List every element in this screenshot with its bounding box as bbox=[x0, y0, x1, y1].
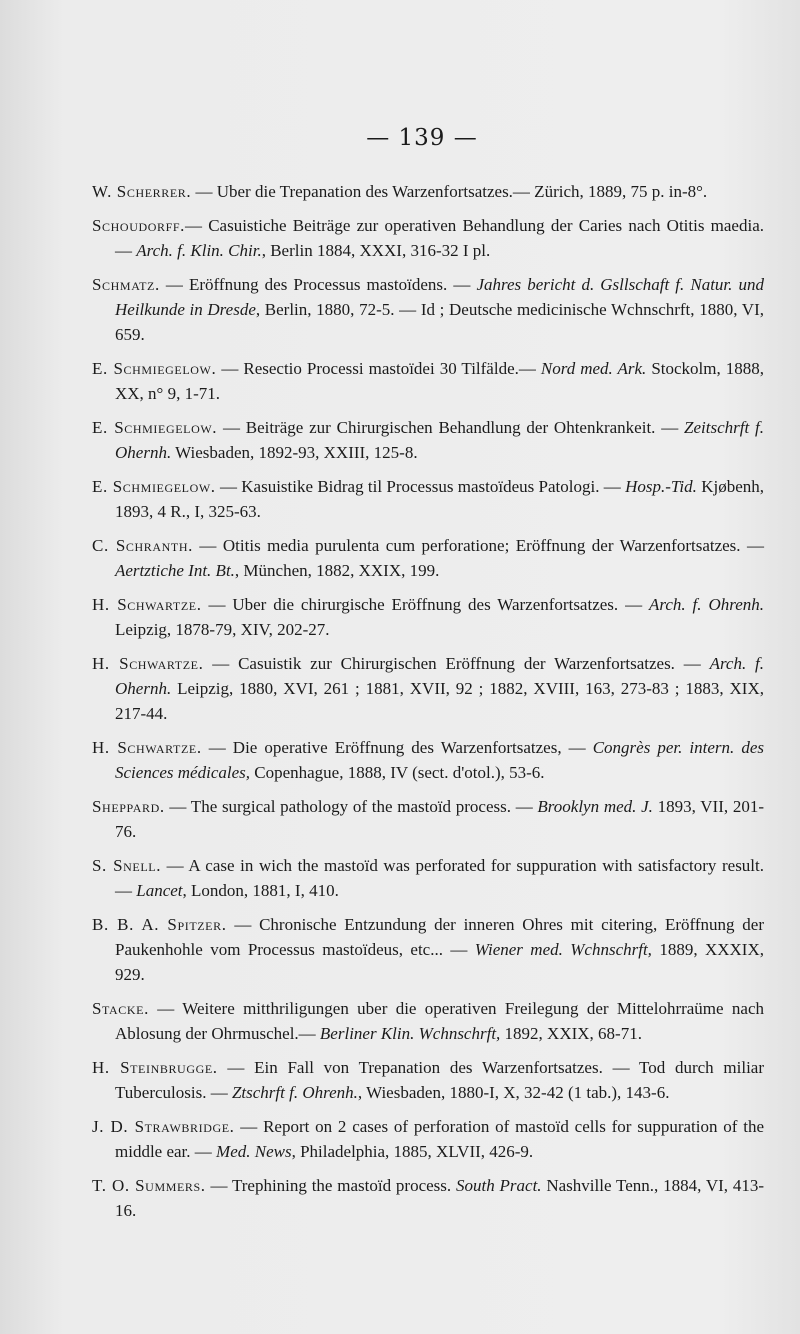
entry-journal: Arch. f. Ohernh. bbox=[115, 654, 765, 698]
entry-text: , München, 1882, XXIX, 199. bbox=[234, 561, 440, 580]
bibliography-entry bbox=[92, 1055, 764, 1105]
entry-author: Stacke. bbox=[92, 999, 149, 1018]
bibliography-entry bbox=[92, 996, 764, 1046]
page-number: — 139 — bbox=[366, 125, 478, 151]
entry-author: H. Steinbrugge. bbox=[92, 1058, 218, 1077]
entry-journal: Arch. f. Klin. Chir. bbox=[136, 241, 262, 260]
entry-journal: Ztschrft f. Ohrenh. bbox=[231, 1083, 358, 1102]
bibliography-entry bbox=[92, 533, 764, 583]
entry-text: — Report on 2 cases of perforation of mastoïd cells for suppuration of the middle ear. — bbox=[115, 1117, 765, 1161]
entry-author: Schmatz. bbox=[92, 275, 160, 294]
bibliography-entry bbox=[92, 912, 764, 987]
entry-text: Wiesbaden, 1892-93, XXIII, 125-8. bbox=[171, 443, 418, 462]
entry-text: — Uber die chirurgische Eröffnung des Warzenfortsatzes. — bbox=[201, 595, 649, 614]
entry-text: — Ein Fall von Trepanation des Warzenfortsatzes. — Tod durch miliar Tuberculosis. — bbox=[115, 1058, 764, 1102]
entry-text: — Resectio Processi mastoïdei 30 Tilfälde.— bbox=[216, 359, 541, 378]
entry-author: H. Schwartze. bbox=[92, 654, 204, 673]
bibliography-entry bbox=[92, 356, 764, 406]
entry-journal: Wiener med. Wchnschrft, bbox=[474, 940, 652, 959]
entry-text: — Otitis media purulenta cum perforatione; Eröffnung der Warzenfortsatzes. — bbox=[192, 536, 765, 555]
entry-text: 1893, VII, 201-76. bbox=[115, 797, 764, 841]
entry-text: — Trephining the mastoïd process. bbox=[205, 1176, 456, 1195]
entry-journal: Zeitschrft f. Ohernh. bbox=[115, 418, 764, 462]
entry-text: — Beiträge zur Chirurgischen Behandlung der Ohtenkrankeit. — bbox=[217, 418, 685, 437]
entry-text: — Die operative Eröffnung des Warzenfortsatzes, — bbox=[201, 738, 593, 757]
entry-journal: Lancet bbox=[136, 881, 183, 900]
entry-author: E. Schmiegelow. bbox=[92, 477, 216, 496]
entry-journal: Nord med. Ark. bbox=[540, 359, 647, 378]
entry-text: Copenhague, 1888, IV (sect. d'otol.), 53-6. bbox=[250, 763, 545, 782]
bibliography-entry bbox=[92, 735, 764, 785]
bibliography-entry bbox=[92, 1114, 764, 1164]
entry-journal: Arch. f. Ohrenh. bbox=[648, 595, 764, 614]
entry-author: E. Schmiegelow. bbox=[92, 359, 217, 378]
bibliography-entry bbox=[92, 1173, 764, 1223]
bibliography-entry bbox=[92, 272, 764, 347]
entry-author: W. Scherrer. bbox=[92, 182, 192, 201]
entry-journal: South Pract. bbox=[455, 1176, 542, 1195]
entry-text: — Eröffnung des Processus mastoïdens. — bbox=[159, 275, 477, 294]
entry-text: — Casuistiche Beiträge zur operativen Behandlung der Caries nach Otitis maedia. — bbox=[115, 216, 764, 260]
entry-text: Leipzig, 1878-79, XIV, 202-27. bbox=[115, 620, 330, 639]
bibliography-entry bbox=[92, 474, 764, 524]
entry-text: — The surgical pathology of the mastoïd process. — bbox=[164, 797, 538, 816]
entry-journal: Berliner Klin. Wchnschrft, bbox=[319, 1024, 501, 1043]
entry-author: Sheppard. bbox=[92, 797, 165, 816]
entry-author: J. D. Strawbridge. bbox=[92, 1117, 235, 1136]
bibliography-entry bbox=[92, 853, 764, 903]
entry-text: 1892, XXIX, 68-71. bbox=[500, 1024, 642, 1043]
entry-journal: Med. News bbox=[216, 1142, 292, 1161]
entry-author: B. B. A. Spitzer. bbox=[92, 915, 227, 934]
entry-text: — Uber die Trepanation des Warzenfortsatzes.— Zürich, 1889, 75 p. in-8°. bbox=[191, 182, 708, 201]
bibliography-entry bbox=[92, 213, 764, 263]
entry-text: — Chronische Entzundung der inneren Ohres mit citering, Eröffnung der Paukenhohle vom Processus mastoïdeus, etc... — bbox=[115, 915, 764, 959]
entry-author: S. Snell. bbox=[92, 856, 162, 875]
bibliography-entry bbox=[92, 651, 764, 726]
bibliography-entry bbox=[92, 415, 764, 465]
entry-author: Schoudorff. bbox=[92, 216, 185, 235]
entry-author: H. Schwartze. bbox=[92, 595, 202, 614]
entry-text: 1889, XXXIX, 929. bbox=[115, 940, 764, 984]
entry-text: , Wiesbaden, 1880-I, X, 32-42 (1 tab.), 143-6. bbox=[357, 1083, 670, 1102]
entry-author: T. O. Summers. bbox=[92, 1176, 206, 1195]
entry-text: — Weitere mitthriligungen uber die operativen Freilegung der Mittelohrraüme nach Ablosung der Ohrmuschel.— bbox=[115, 999, 764, 1043]
entry-text: — A case in wich the mastoïd was perforated for suppuration with satisfactory result. — bbox=[115, 856, 765, 900]
entry-journal: Brooklyn med. J. bbox=[537, 797, 653, 816]
entry-text: — Kasuistike Bidrag til Processus mastoïdeus Patologi. — bbox=[215, 477, 626, 496]
entry-text: Stockolm, 1888, XX, n° 9, 1-71. bbox=[115, 359, 765, 403]
bibliography-entry bbox=[92, 794, 764, 844]
entry-text: Nashville Tenn., 1884, VI, 413-16. bbox=[115, 1176, 764, 1220]
entry-journal: Congrès per. intern. des Sciences médicales, bbox=[115, 738, 765, 782]
entry-author: E. Schmiegelow. bbox=[92, 418, 218, 437]
entry-text: , Berlin, 1880, 72-5. — Id ; Deutsche medicinische Wchnschrft, 1880, VI, 659. bbox=[115, 300, 764, 344]
bibliography-list bbox=[92, 179, 764, 1223]
entry-journal: Hosp.-Tid. bbox=[625, 477, 697, 496]
entry-text: Leipzig, 1880, XVI, 261 ; 1881, XVII, 92 ; 1882, XVIII, 163, 273-83 ; 1883, XIX, 217-44. bbox=[115, 679, 764, 723]
entry-journal: Aertztiche Int. Bt. bbox=[115, 561, 235, 580]
entry-author: H. Schwartze. bbox=[92, 738, 202, 757]
entry-text: , Philadelphia, 1885, XLVII, 426-9. bbox=[291, 1142, 534, 1161]
entry-text: , Berlin 1884, XXXI, 316-32 I pl. bbox=[261, 241, 491, 260]
bibliography-entry bbox=[92, 179, 764, 204]
entry-text: — Casuistik zur Chirurgischen Eröffnung der Warzenfortsatzes. — bbox=[203, 654, 710, 673]
bibliography-entry bbox=[92, 592, 764, 642]
entry-text: Kjøbenh, 1893, 4 R., I, 325-63. bbox=[115, 477, 765, 521]
entry-journal: Jahres bericht d. Gsllschaft f. Natur. und Heilkunde in Dresde bbox=[115, 275, 764, 319]
entry-text: , London, 1881, I, 410. bbox=[182, 881, 339, 900]
entry-author: C. Schranth. bbox=[92, 536, 193, 555]
